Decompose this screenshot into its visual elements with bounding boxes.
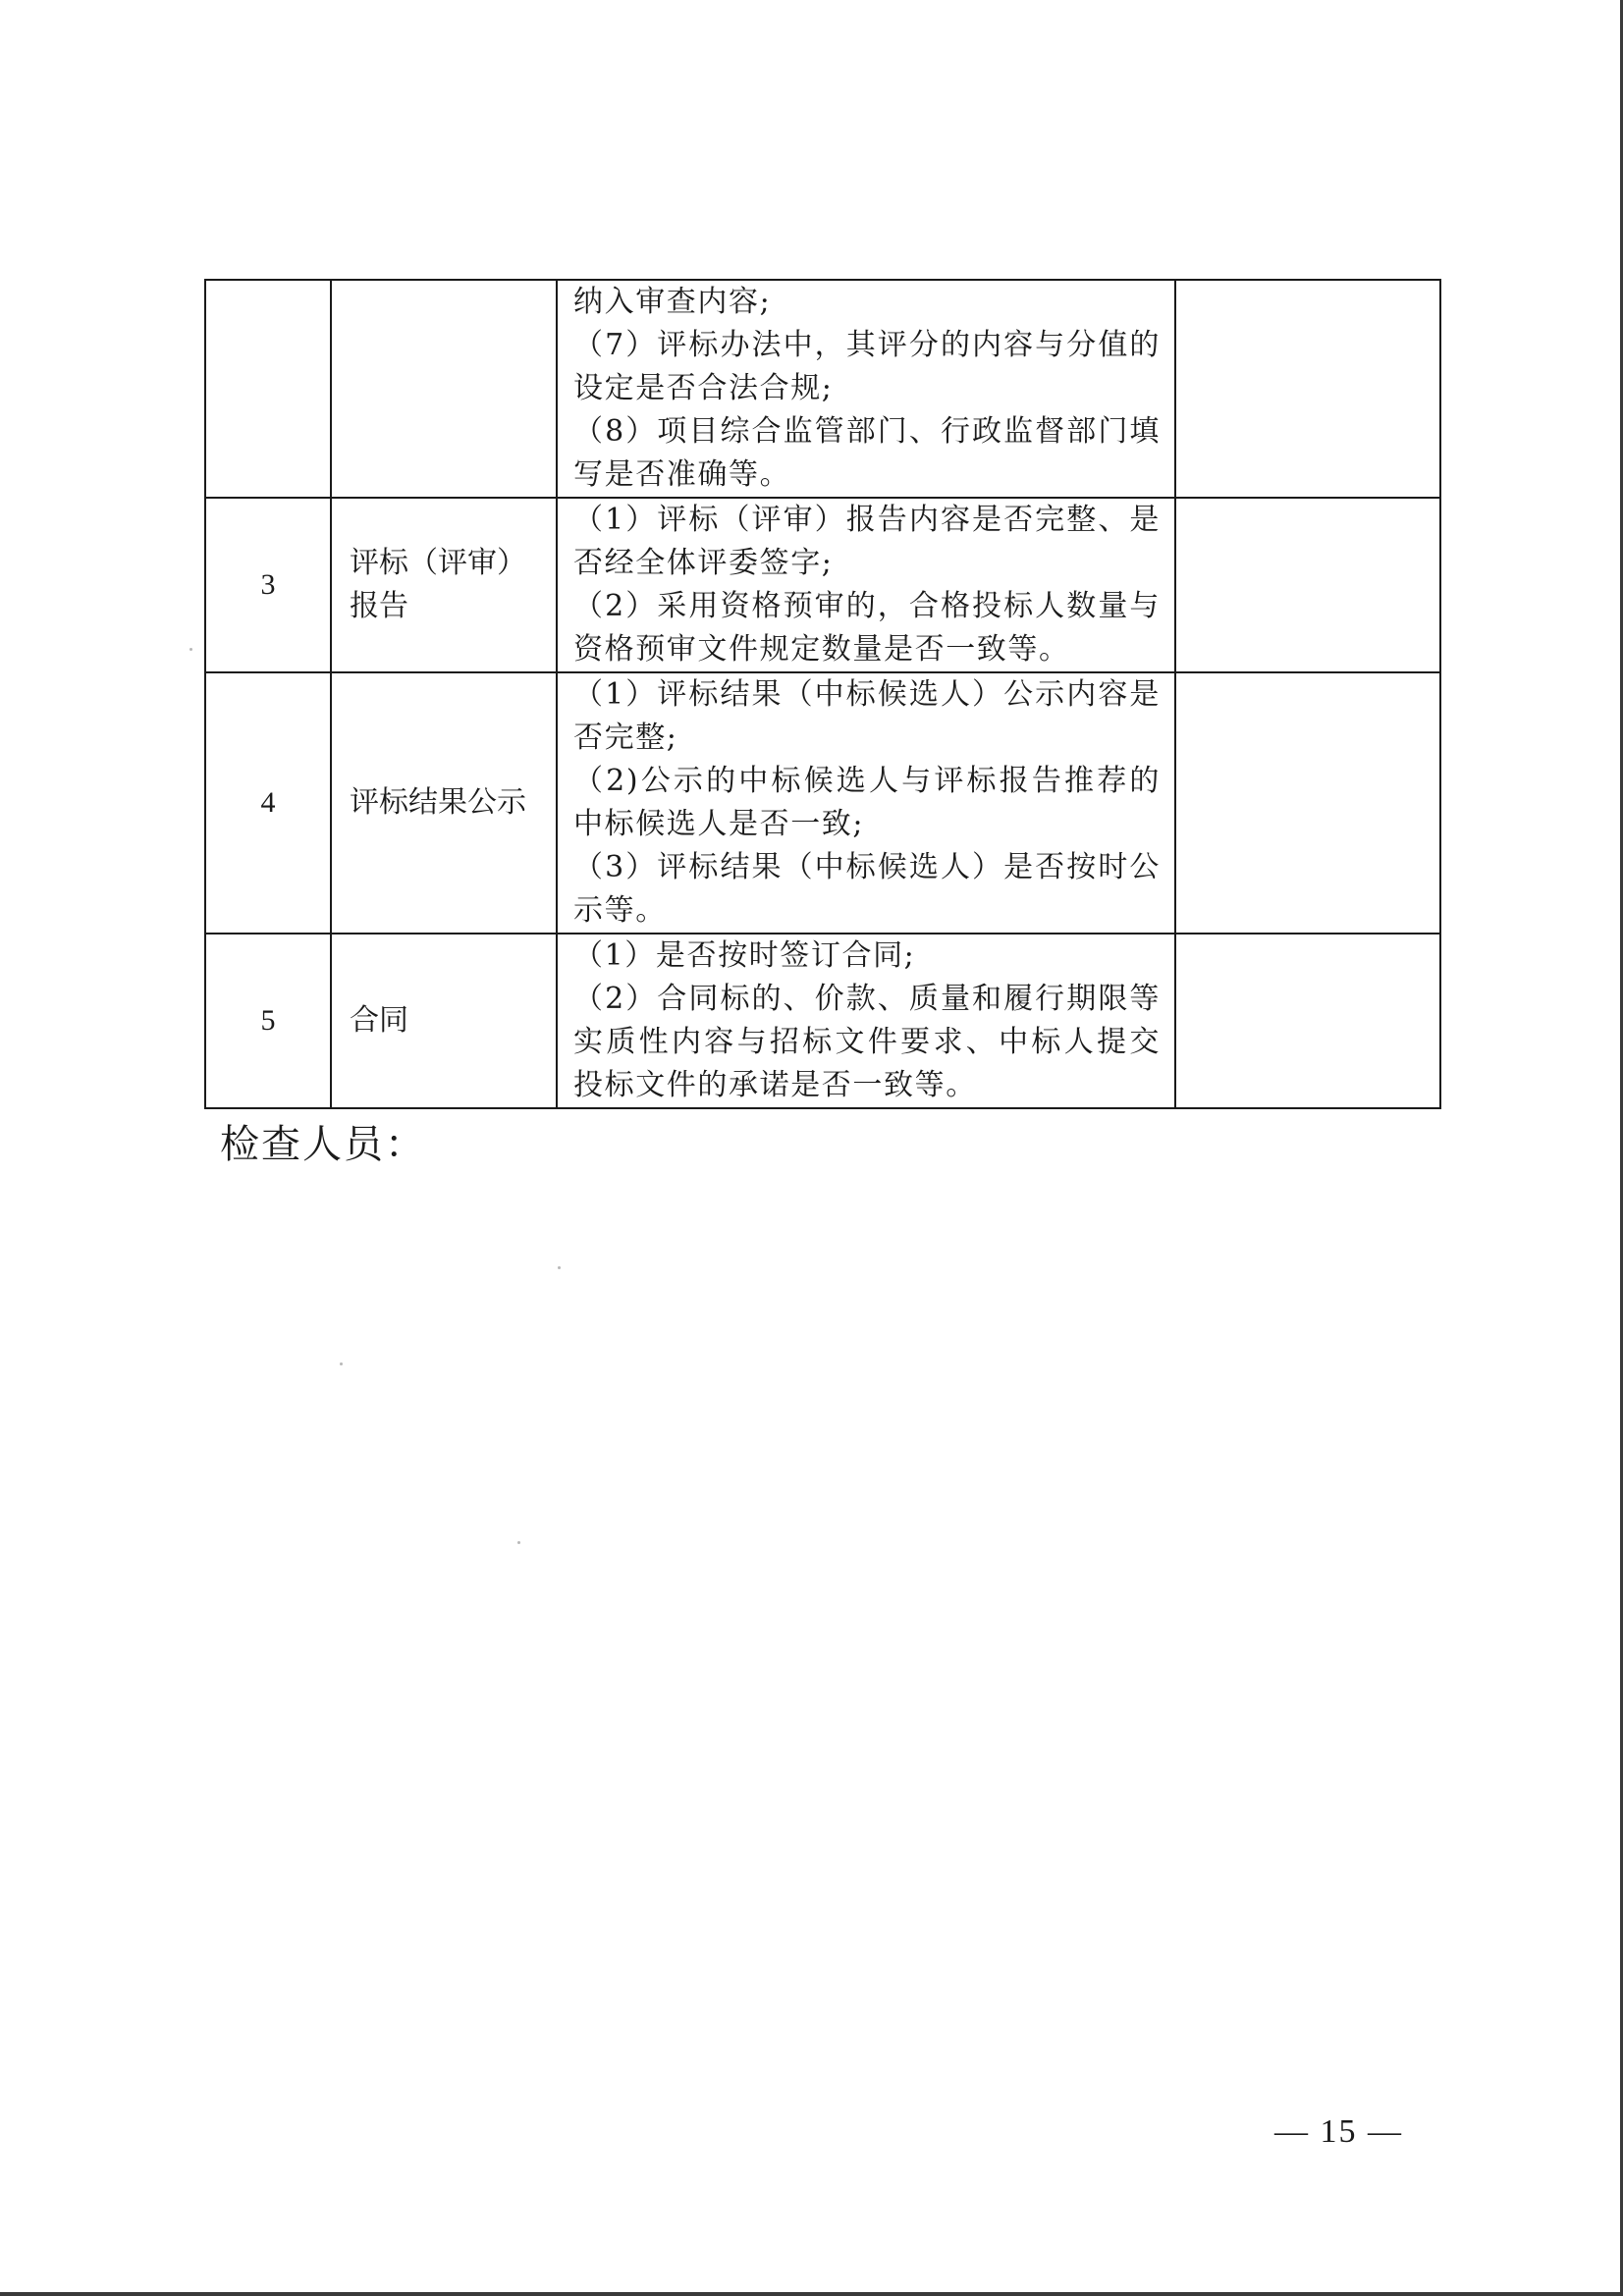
check-content — [557, 498, 1175, 672]
scan-speck — [517, 1541, 520, 1544]
page-number: — 15 — — [1274, 2113, 1403, 2150]
content-line: （2）采用资格预审的，合格投标人数量与资格预审文件规定数量是否一致等。 — [573, 589, 1161, 667]
check-item — [331, 280, 557, 498]
scan-speck — [558, 1266, 561, 1269]
scan-speck — [189, 648, 192, 651]
check-content — [557, 934, 1175, 1108]
row-number — [205, 280, 331, 498]
row-number: 5 — [205, 934, 331, 1108]
table-row — [205, 498, 1440, 672]
scan-speck — [340, 1362, 343, 1365]
check-item: 评标结果公示 — [331, 672, 557, 934]
content-line: （1）评标（评审）报告内容是否完整、是否经全体评委签字; — [573, 503, 1161, 580]
check-result — [1175, 498, 1440, 672]
content-line: （2)公示的中标候选人与评标报告推荐的中标候选人是否一致; — [573, 764, 1161, 841]
content-line: （8）项目综合监管部门、行政监督部门填写是否准确等。 — [573, 414, 1161, 492]
check-result — [1175, 934, 1440, 1108]
content-line: （2）合同标的、价款、质量和履行期限等实质性内容与招标文件要求、中标人提交投标文件的承诺是否一致等。 — [573, 982, 1161, 1102]
content-line: （1）是否按时签订合同; — [573, 938, 916, 973]
content-line: 纳入审查内容; — [573, 285, 772, 319]
inspection-table — [204, 279, 1441, 1109]
check-result — [1175, 280, 1440, 498]
content-line: （7）评标办法中，其评分的内容与分值的设定是否合法合规; — [573, 328, 1161, 405]
check-content — [557, 672, 1175, 934]
check-content — [557, 280, 1175, 498]
check-item: 合同 — [331, 934, 557, 1108]
table-row — [205, 280, 1440, 498]
table-row — [205, 672, 1440, 934]
content-line: （1）评标结果（中标候选人）公示内容是否完整; — [573, 677, 1161, 755]
check-result — [1175, 672, 1440, 934]
table-row — [205, 934, 1440, 1108]
inspector-label: 检查人员： — [220, 1122, 426, 1167]
page-edge-bottom — [0, 2292, 1623, 2296]
check-item: 评标（评审）报告 — [331, 498, 557, 672]
content-line: （3）评标结果（中标候选人）是否按时公示等。 — [573, 850, 1161, 928]
row-number: 4 — [205, 672, 331, 934]
row-number: 3 — [205, 498, 331, 672]
